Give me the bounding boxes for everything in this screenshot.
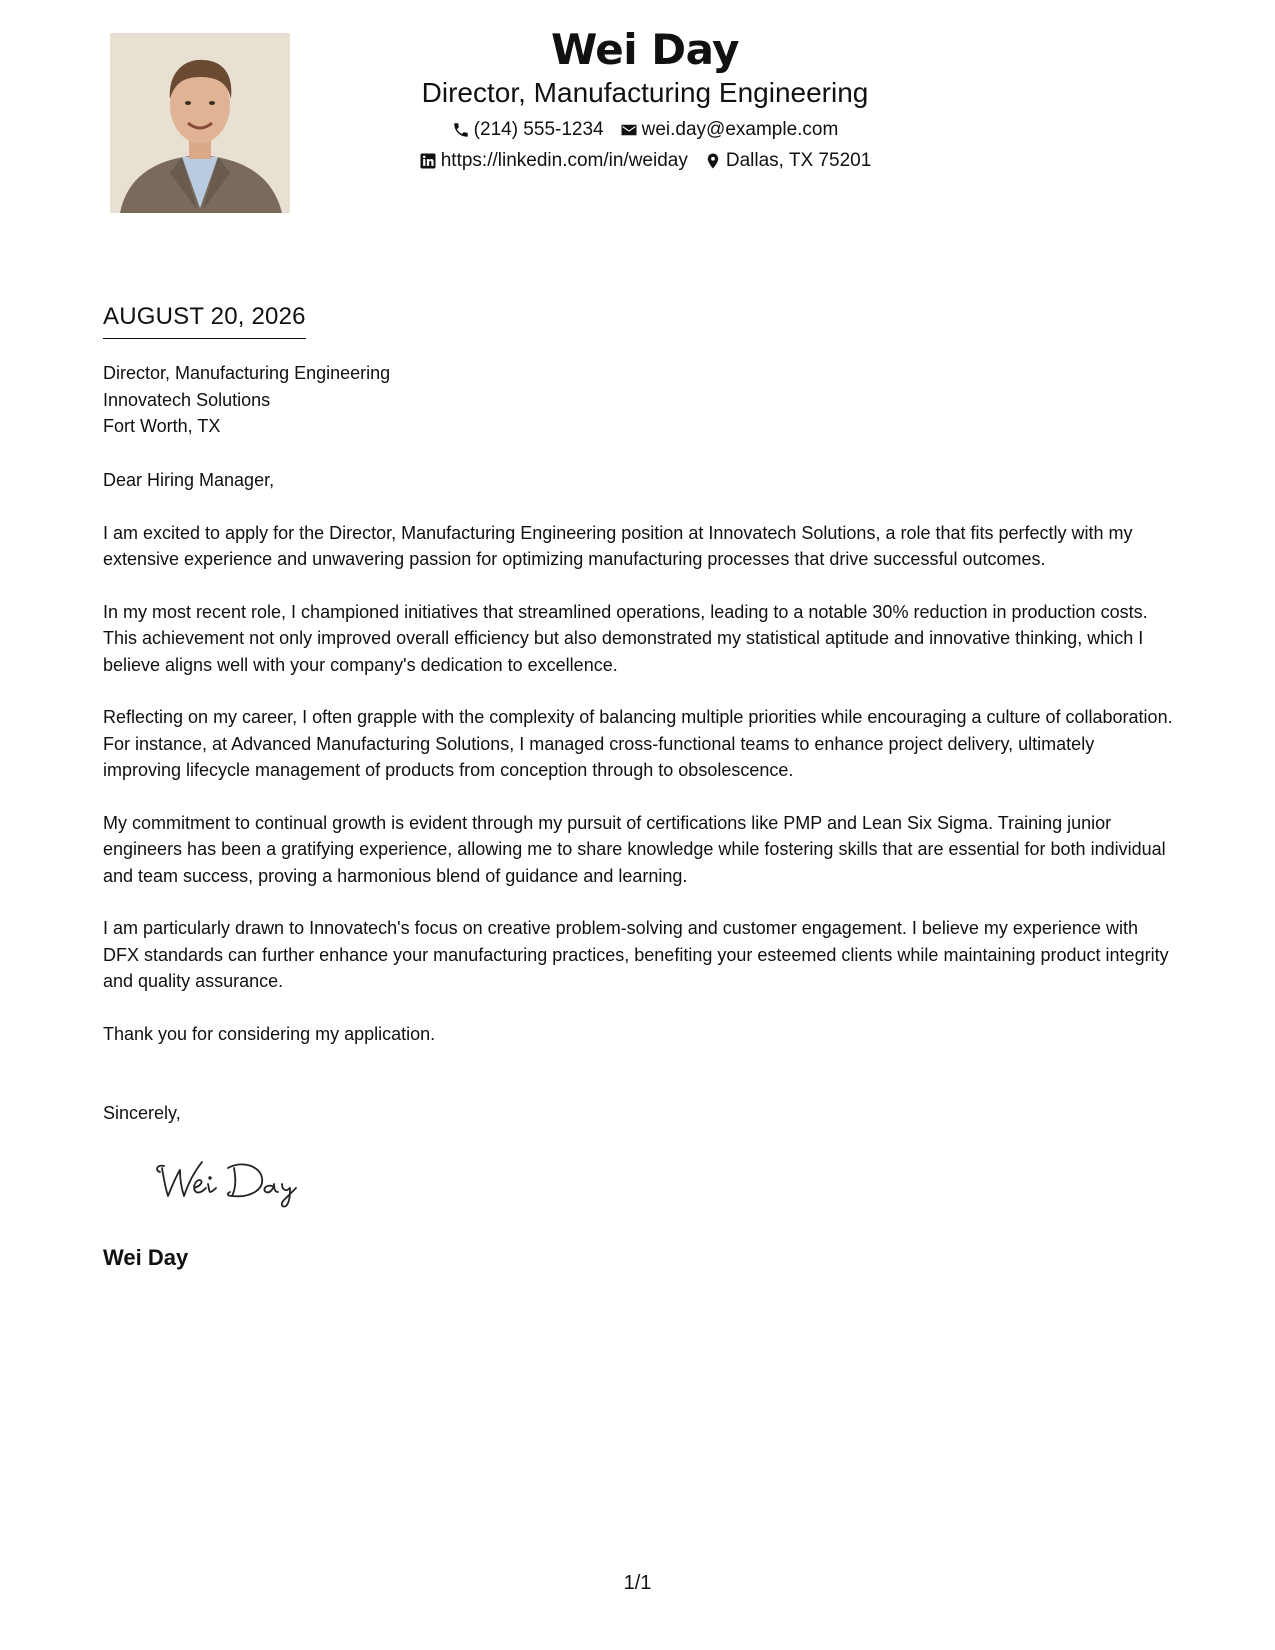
applicant-title: Director, Manufacturing Engineering (421, 77, 869, 108)
recipient-block (103, 360, 390, 440)
phone-icon (452, 121, 470, 139)
applicant-name: Wei Day (550, 25, 740, 74)
recipient-company: Innovatech Solutions (103, 389, 271, 410)
closing: Sincerely, (103, 1103, 181, 1123)
paragraph: Thank you for considering my application. (103, 1023, 436, 1044)
contact-row-1 (340, 118, 950, 142)
email-text[interactable]: wei.day@example.com (641, 119, 839, 140)
recipient-position: Director, Manufacturing Engineering (103, 363, 391, 383)
contact-row-2 (340, 149, 950, 173)
salutation: Dear Hiring Manager, (103, 470, 275, 490)
letter-body (103, 467, 1173, 1073)
handwritten-signature (150, 1150, 320, 1212)
paragraph: I am excited to apply for the Director, Manufacturing Engineering position at Innovatech Solutions, a role that fits perfectly with my extensive experience and unwavering passion for optimizing manufacturing processes that drive successful outcomes. (103, 522, 1133, 569)
letter-date: AUGUST 20, 2026 (103, 302, 306, 339)
paragraph: In my most recent role, I championed initiatives that streamlined operations, leading to a notable 30% reduction in production costs. This achievement not only improved overall efficiency but also demonstrated my statistical aptitude and innovative thinking, which I believe aligns well with your company's dedication to excellence. (103, 601, 1148, 675)
map-pin-icon (704, 152, 722, 170)
linkedin-icon (419, 152, 437, 170)
page-number: 1/1 (623, 1572, 652, 1594)
contact-phone (452, 118, 604, 142)
envelope-icon (620, 121, 638, 139)
contact-linkedin (419, 149, 688, 173)
signer-name: Wei Day (103, 1245, 189, 1270)
contact-location (704, 149, 871, 173)
linkedin-text[interactable]: https://linkedin.com/in/weiday (440, 150, 688, 171)
profile-photo (110, 33, 290, 213)
phone-text: (214) 555-1234 (473, 119, 604, 140)
contact-email (620, 118, 839, 142)
paragraph: I am particularly drawn to Innovatech's focus on creative problem-solving and customer engagement. I believe my experience with DFX standards can further enhance your manufacturing practices, benefiting your esteemed clients while maintaining product integrity and quality assurance. (103, 918, 1169, 991)
recipient-location: Fort Worth, TX (103, 416, 221, 436)
paragraph: My commitment to continual growth is evident through my pursuit of certifications like PMP and Lean Six Sigma. Training junior engineers has been a gratifying experience, allowing me to share knowledge while fostering skills that are essential for both individual and team success, proving a harmonious blend of guidance and learning. (103, 812, 1166, 886)
location-text: Dallas, TX 75201 (725, 150, 872, 171)
letter-header (340, 24, 950, 173)
paragraph: Reflecting on my career, I often grapple with the complexity of balancing multiple priorities while encouraging a culture of collaboration. For instance, at Advanced Manufacturing Solutions, I managed cross-functional teams to enhance project delivery, ultimately improving lifecycle management of products from conception through to obsolescence. (103, 707, 1173, 780)
